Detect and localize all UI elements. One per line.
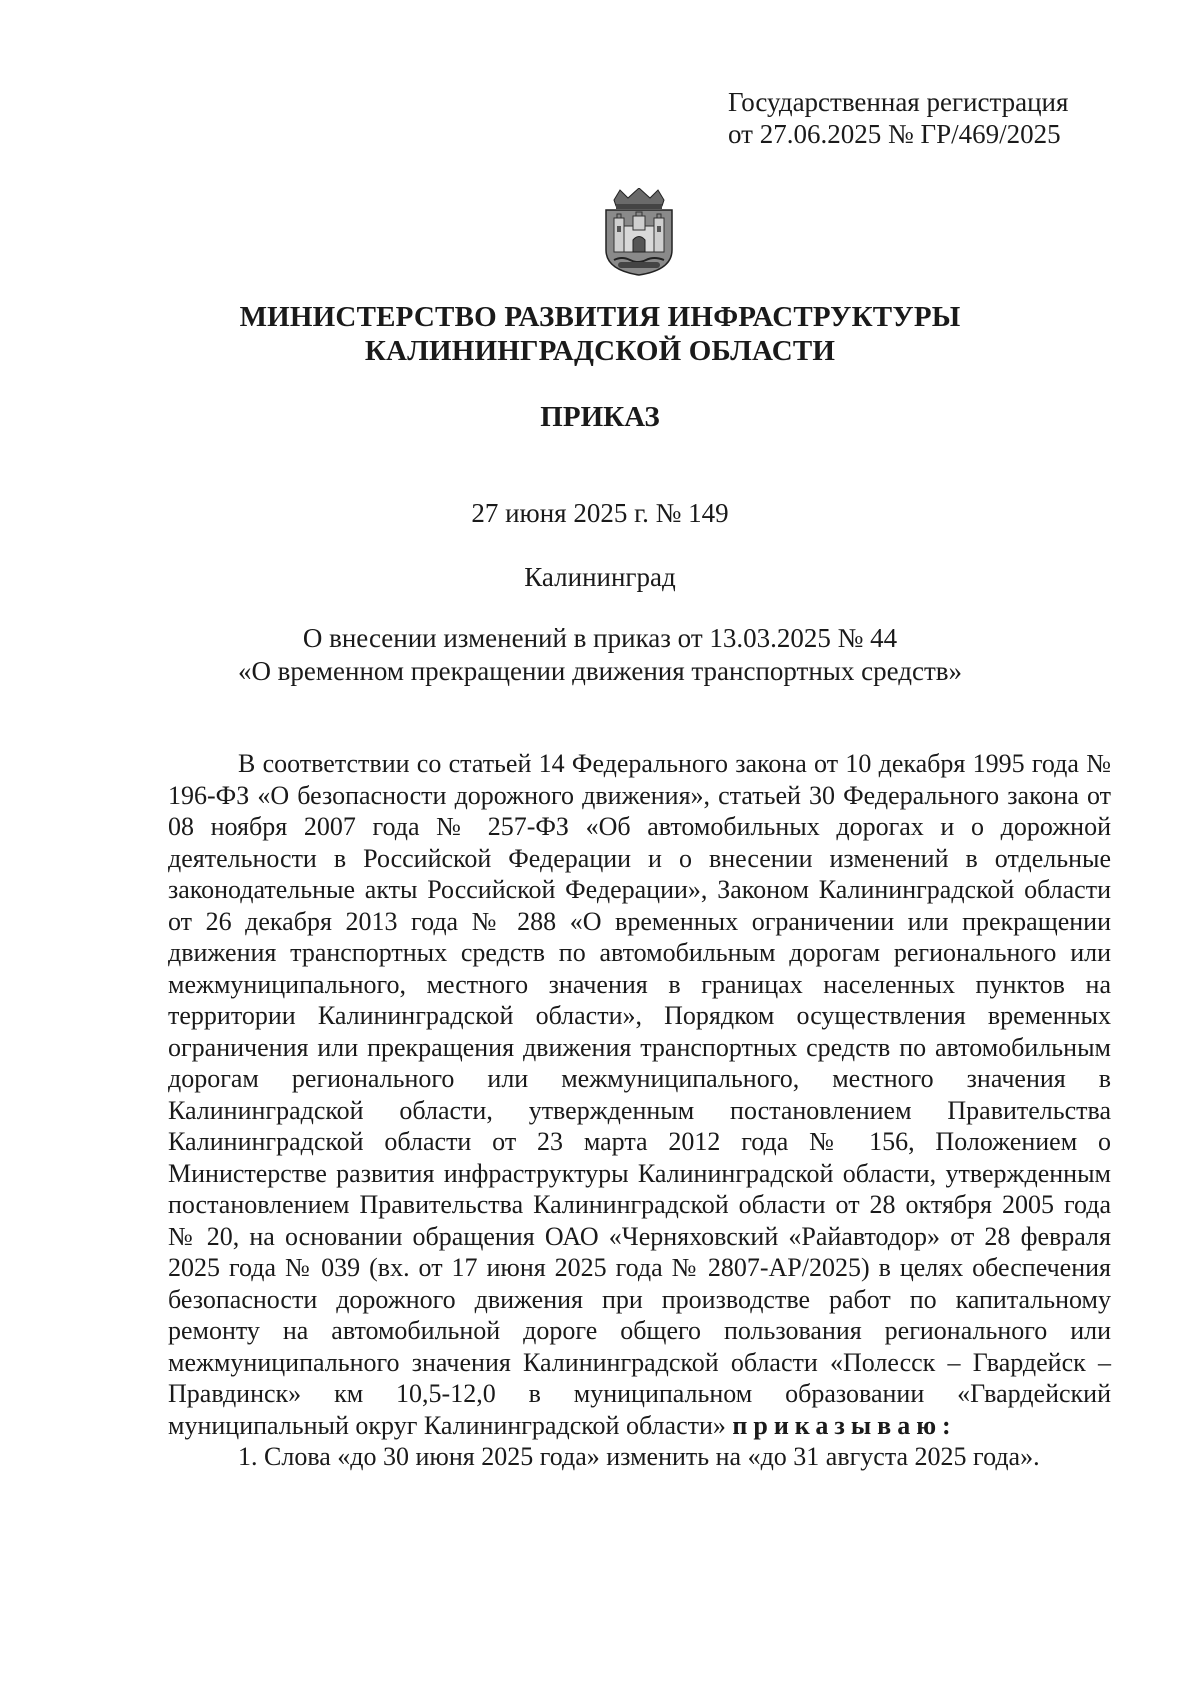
order-preamble <box>168 748 1111 1441</box>
order-subject-line-2: «О временном прекращении движения транспортных средств» <box>237 656 963 686</box>
document-type: ПРИКАЗ <box>540 401 660 433</box>
order-preamble-text: В соответствии со статьей 14 Федерального закона от 10 декабря 1995 года № 196-ФЗ «О безопасности дорожного движения», статьей 30 Федерального закона от 08 ноября 2007 года № 257-ФЗ «Об автомобильных дорогах и о дорожной деятельности в Российской Федерации и о внесении изменений в отдельные законодательные акты Российской Федерации», Законом Калининградской области от 26 декабря 2013 года № 288 «О временных ограничении или прекращении движения транспортных средств по автомобильным дорогам регионального или межмуниципального, местного значения в границах населенных пунктов на территории Калининградской области», Порядком осуществления временных ограничения или прекращения движения транспортных средств по автомобильным дорогам регионального или межмуниципального, местного значения в Калининградской области, утвержденным постановлением Правительства Калининградской области от 23 марта 2012 года № 156, Положением о Министерстве развития инфраструктуры Калининградской области, утвержденным постановлением Правительства Калининградской области от 28 октября 2005 года № 20, на основании обращения ОАО «Черняховский «Райавтодор» от 28 февраля 2025 года № 039 (вх. от 17 июня 2025 года № 2807-АР/2025) в целях обеспечения безопасности дорожного движения при производстве работ по капитальному ремонту на автомобильной дороге общего пользования регионального или межмуниципального значения Калининградской области «Полесск – Гвардейск – Правдинск» км 10,5-12,0 в муниципальном образовании «Гвардейский муниципальный округ Калининградской области» <box>168 749 1111 1440</box>
ministry-name-line-1: МИНИСТЕРСТВО РАЗВИТИЯ ИНФРАСТРУКТУРЫ <box>239 301 961 333</box>
order-subject <box>0 622 1200 688</box>
order-subject-line-1: О внесении изменений в приказ от 13.03.2025 № 44 <box>302 623 898 653</box>
order-body <box>168 748 1111 1473</box>
registration-stamp <box>728 86 1068 150</box>
ministry-name-line-2: КАЛИНИНГРАДСКОЙ ОБЛАСТИ <box>364 335 836 367</box>
order-item-1: 1. Слова «до 30 июня 2025 года» изменить на «до 31 августа 2025 года». <box>238 1442 1040 1471</box>
order-city: Калининград <box>524 562 676 592</box>
ministry-name <box>0 300 1200 368</box>
order-command-word: приказываю: <box>732 1410 957 1440</box>
registration-line-2: от 27.06.2025 № ГР/469/2025 <box>728 119 1061 149</box>
registration-line-1: Государственная регистрация <box>728 87 1069 117</box>
kaliningrad-coat-of-arms-icon <box>600 188 678 276</box>
order-date-number: 27 июня 2025 г. № 149 <box>471 498 729 528</box>
